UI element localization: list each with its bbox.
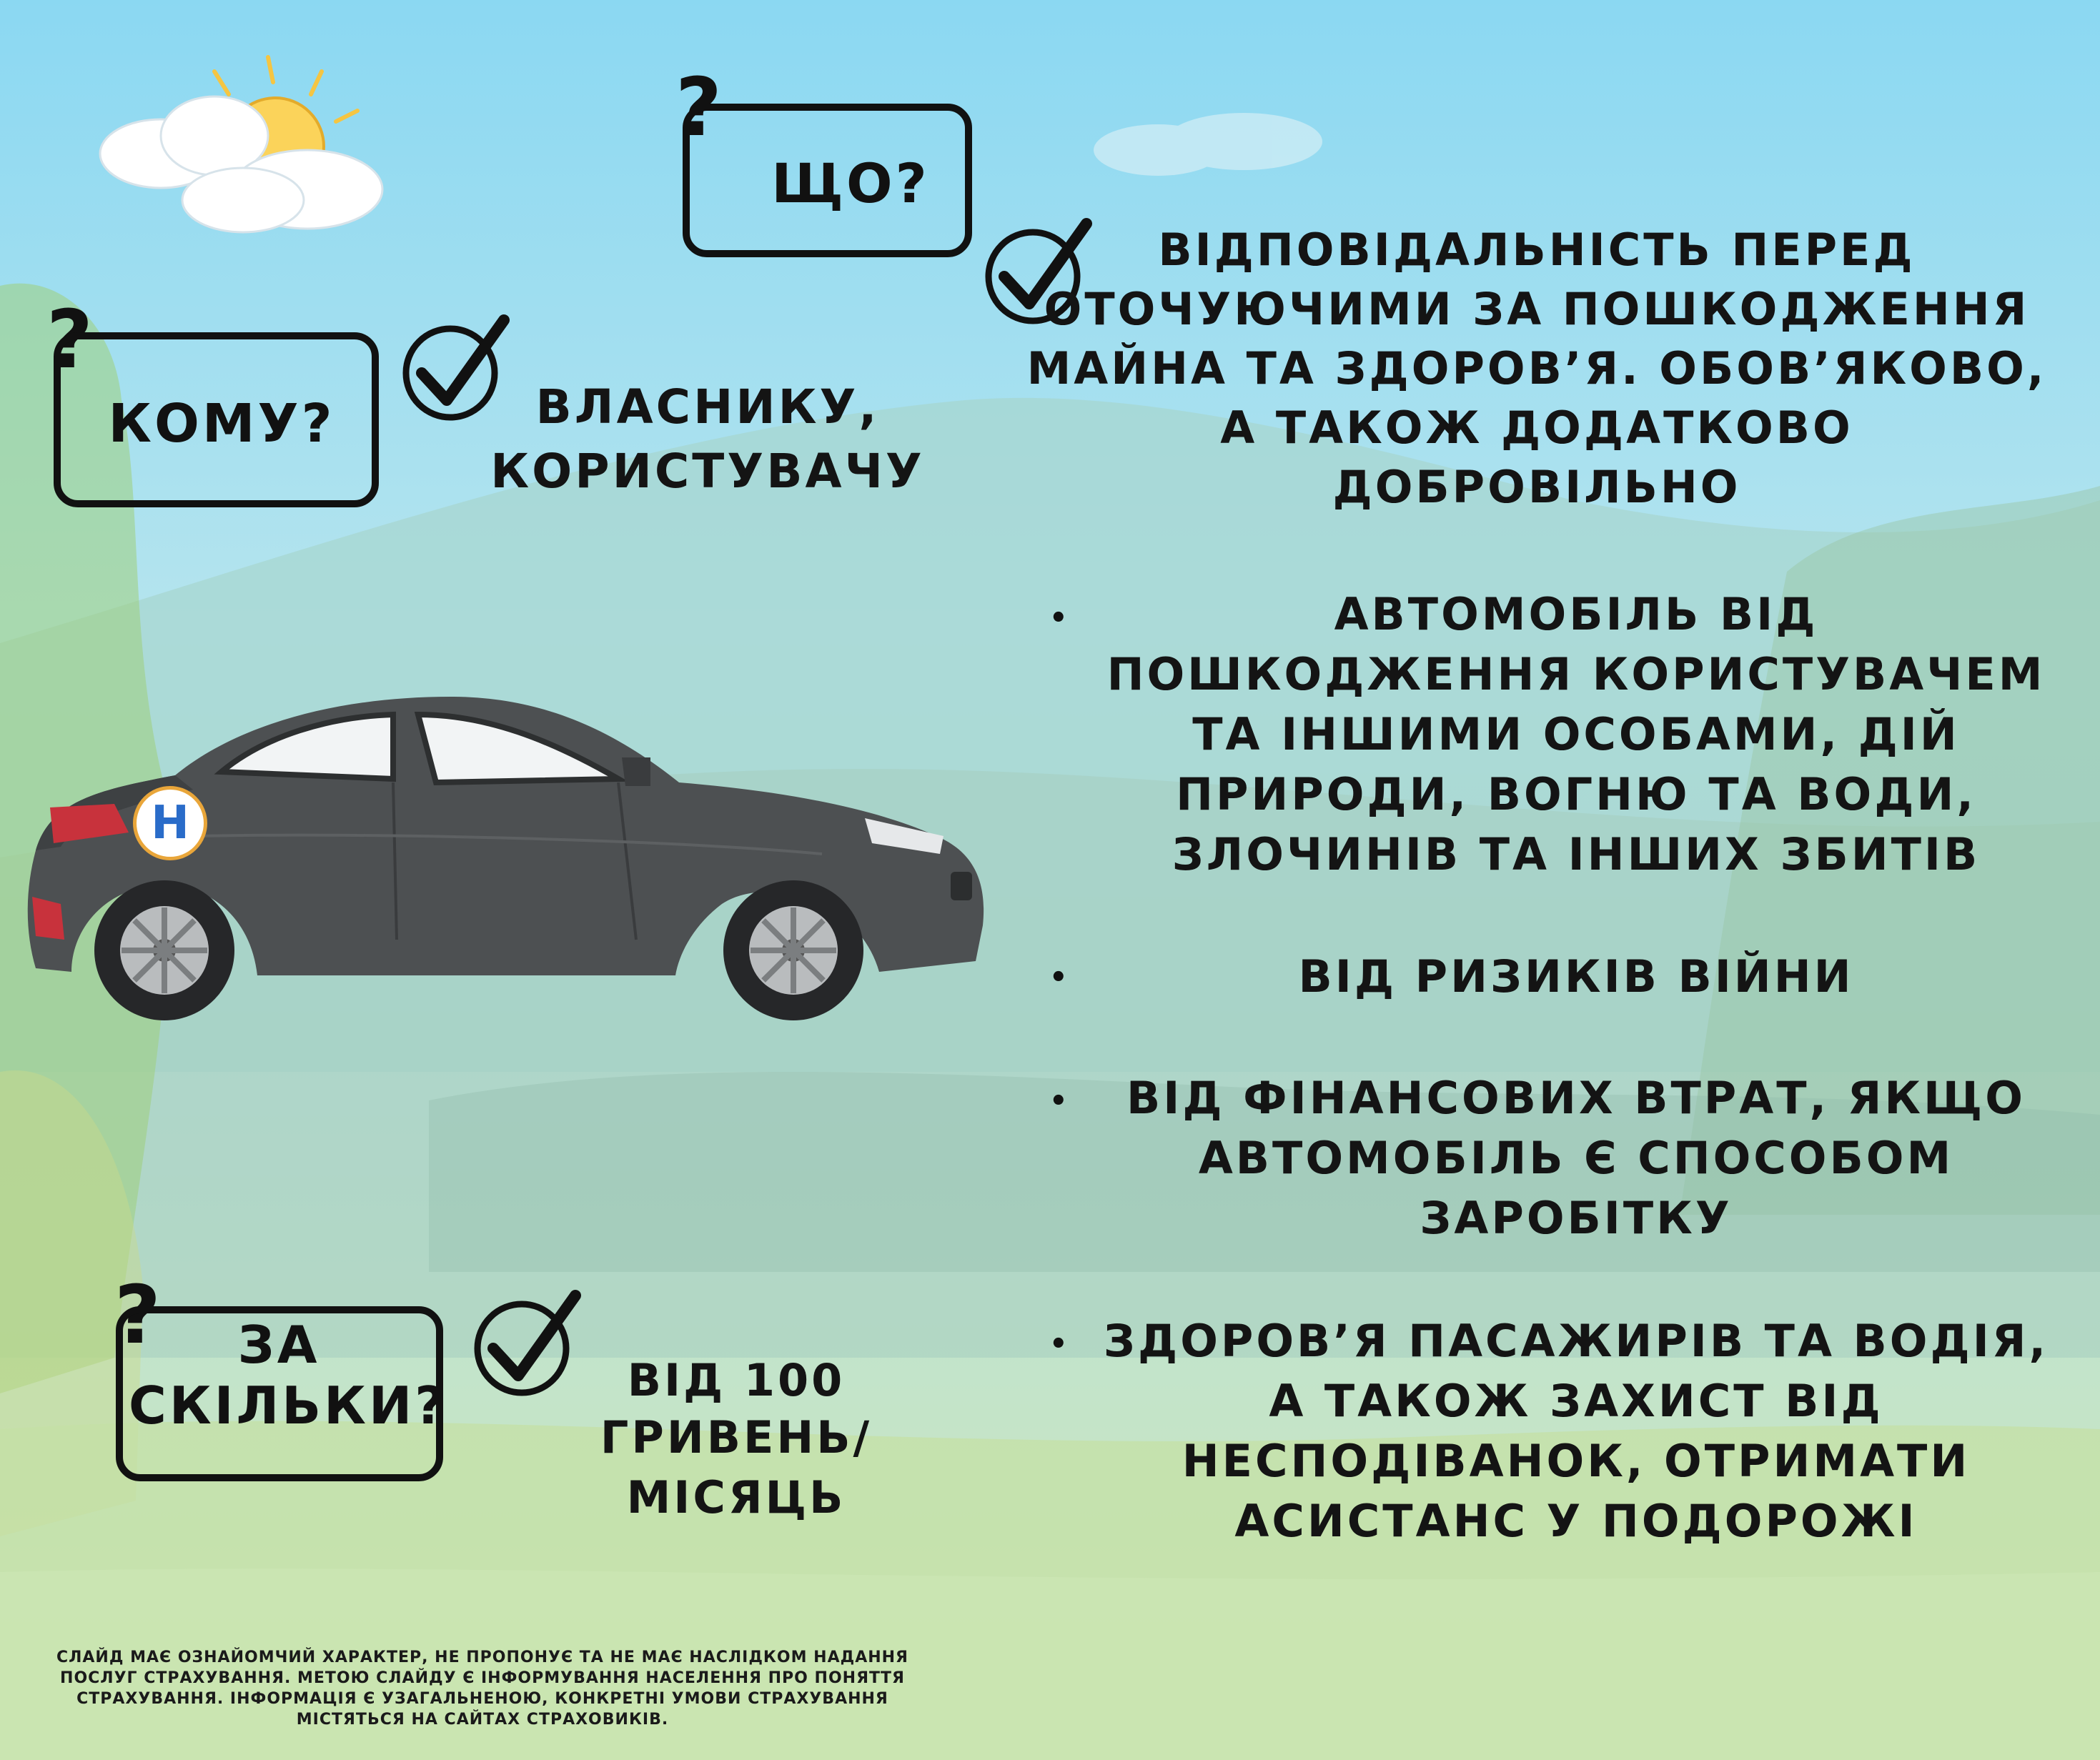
bullet-icon: • [1049,1328,1068,1361]
coverage-item: ЗДОРОВ’Я ПАСАЖИРІВ ТА ВОДІЯ, А ТАКОЖ ЗАХИСТ ВІД НЕСПОДІВАНОК, ОТРИМАТИ АСИСТАНС У ПОДОРОЖІ [1103,1315,2049,1547]
question-label-how-much-line1: ЗА [237,1315,320,1375]
cloud-icon [93,86,393,250]
answer-how-much-line2: ГРИВЕНЬ/МІСЯЦЬ [600,1411,873,1523]
bullet-icon: • [1049,961,1068,994]
question-mark-icon: ? [114,1269,161,1362]
bullet-icon: • [1049,1085,1068,1118]
cloud-icon [1094,107,1351,193]
bullet-icon: • [1049,602,1068,635]
disclaimer: СЛАЙД МАЄ ОЗНАЙОМЧИЙ ХАРАКТЕР, НЕ ПРОПОНУЄ ТА НЕ МАЄ НАСЛІДКОМ НАДАННЯ ПОСЛУГ СТРАХУВАННЯ. МЕТОЮ СЛАЙДУ Є ІНФОРМУВАННЯ НАСЕЛЕННЯ ПРО ПОНЯТТЯ СТРАХУВАННЯ. ІНФОРМАЦІЯ Є УЗАГАЛЬНЕНОЮ, КОНКРЕТНІ УМОВИ СТРАХУВАННЯ МІСТЯТЬСЯ НА САЙТАХ СТРАХОВИКІВ. [56,1649,908,1729]
answer-how-much-line1: ВІД 100 [627,1354,846,1406]
logo-letter: H [151,797,189,850]
question-mark-icon: ? [46,294,93,387]
question-label-how-much-line2: СКІЛЬКИ? [129,1376,448,1436]
question-mark-icon: ? [675,61,722,154]
question-label-whom: КОМУ? [108,393,335,454]
answer-what: ВІДПОВІДАЛЬНІСТЬ ПЕРЕД ОТОЧУЮЧИМИ ЗА ПОШКОДЖЕННЯ МАЙНА ТА ЗДОРОВ’Я. ОБОВ’ЯКОВО, А ТАКОЖ ДОДАТКОВО ДОБРОВІЛЬНО [1026,224,2047,513]
insurer-logo [133,786,207,860]
coverage-item: АВТОМОБІЛЬ ВІД ПОШКОДЖЕННЯ КОРИСТУВАЧЕМ ТА ІНШИМИ ОСОБАМИ, ДІЙ ПРИРОДИ, ВОГНЮ ТА ВОДИ, ЗЛОЧИНІВ ТА ІНШИХ ЗБИТІВ [1106,588,2046,880]
question-label-what: ЩО? [771,151,930,215]
coverage-item: ВІД РИЗИКІВ ВІЙНИ [1298,950,1854,1003]
car-illustration [21,682,1008,1040]
coverage-item: ВІД ФІНАНСОВИХ ВТРАТ, ЯКЩО АВТОМОБІЛЬ Є СПОСОБОМ ЗАРОБІТКУ [1126,1072,2026,1244]
answer-whom: ВЛАСНИКУ, КОРИСТУВАЧУ [490,379,925,499]
